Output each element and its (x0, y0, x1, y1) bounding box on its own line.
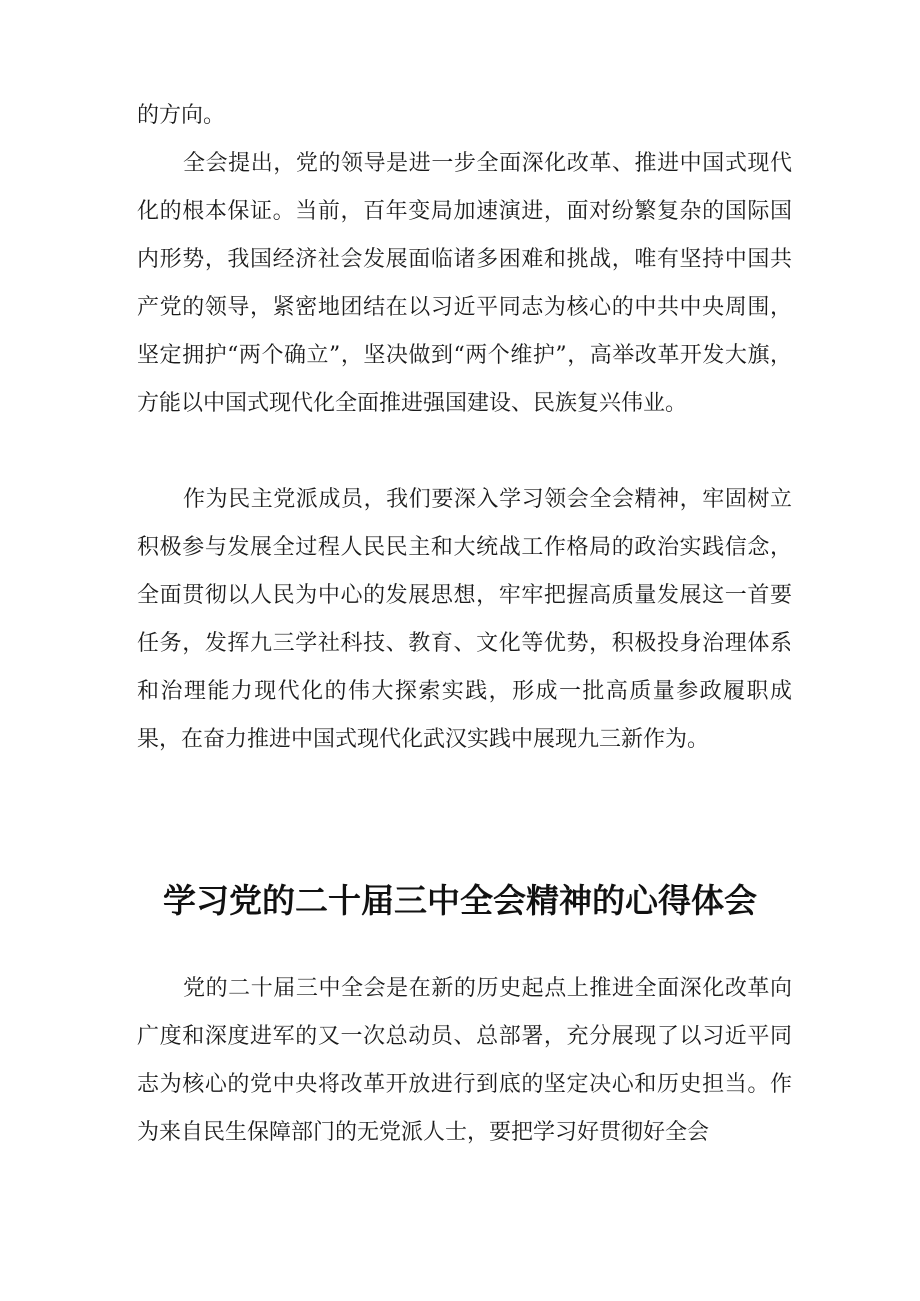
section-title: 学习党的二十届三中全会精神的心得体会 (163, 881, 757, 920)
paragraph-democratic-party-members: 作为民主党派成员，我们要深入学习领会全会精神，牢固树立积极参与发展全过程人民民主和大统战工作格局的政治实践信念，全面贯彻以人民为中心的发展思想，牢牢把握高质量发展这一首要任务，发挥九三学社科技、教育、文化等优势，积极投身治理体系和治理能力现代化的伟大探索实践，形成一批高质量参政履职成果，在奋力推进中国式现代化武汉实践中展现九三新作为。 (137, 487, 792, 752)
paragraph-party-leadership: 全会提出，党的领导是进一步全面深化改革、推进中国式现代化的根本保证。当前，百年变局加速演进，面对纷繁复杂的国际国内形势，我国经济社会发展面临诸多困难和挑战，唯有坚持中国共产党的领导，紧密地团结在以习近平同志为核心的中共中央周围，坚定拥护“两个确立”，坚决做到“两个维护”，高举改革开发大旗，方能以中国式现代化全面推进强国建设、民族复兴伟业。 (137, 151, 792, 416)
paragraph-continuation: 的方向。 (137, 103, 226, 128)
section-paragraph: 党的二十届三中全会是在新的历史起点上推进全面深化改革向广度和深度进军的又一次总动员、总部署，充分展现了以习近平同志为核心的党中央将改革开放进行到底的坚定决心和历史担当。作为来自民生保障部门的无党派人士，要把学习好贯彻好全会 (137, 976, 792, 1145)
